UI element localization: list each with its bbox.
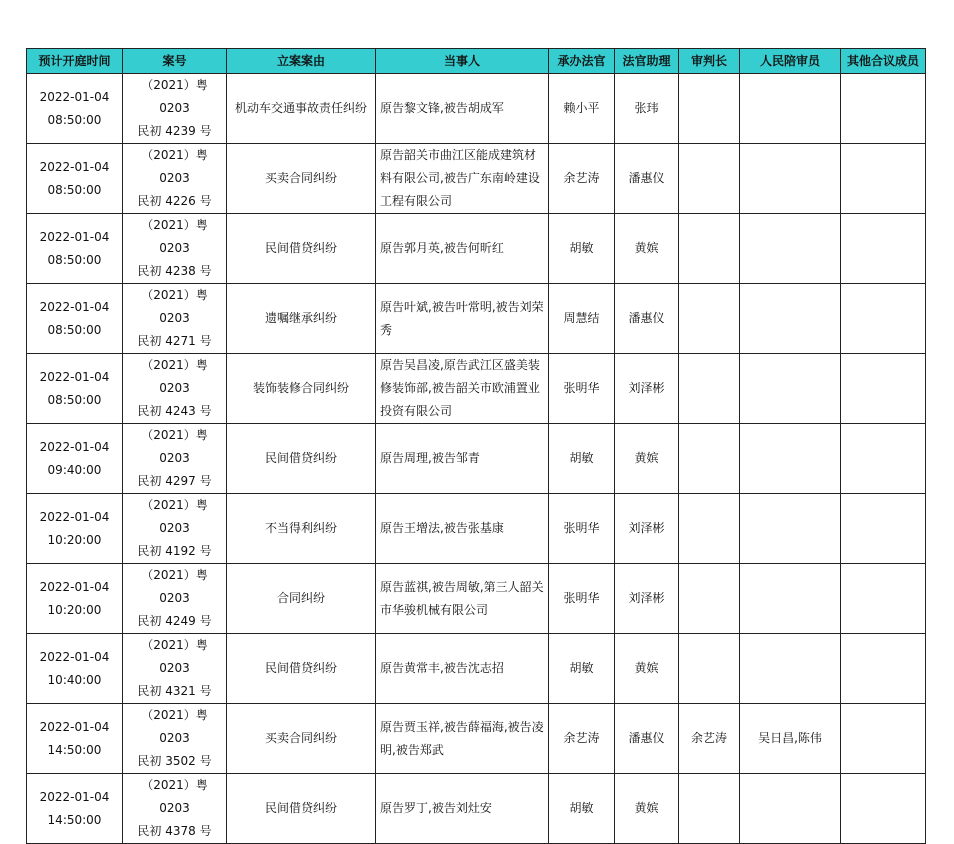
case-number-line-1: （2021）粤 0203 (141, 638, 208, 675)
case-number-line-2: 民初 4239 号 (137, 124, 212, 138)
cause-cell: 民间借贷纠纷 (227, 634, 376, 704)
case-number-cell (123, 564, 227, 634)
case-number-cell (123, 284, 227, 354)
presiding-judge-cell (679, 214, 740, 284)
presiding-judge-cell (679, 144, 740, 214)
cause-cell: 机动车交通事故责任纠纷 (227, 74, 376, 144)
column-header-assessor: 人民陪审员 (740, 49, 841, 74)
hearing-time-cell (27, 354, 123, 424)
hearing-clock-time: 08:50:00 (47, 112, 102, 127)
assistant-cell: 潘惠仪 (615, 284, 679, 354)
assessor-cell (740, 424, 841, 494)
parties-cell: 原告蓝祺,被告周敏,第三人韶关市华骏机械有限公司 (376, 564, 549, 634)
assessor-cell (740, 354, 841, 424)
judge-cell: 赖小平 (549, 74, 615, 144)
judge-cell: 张明华 (549, 564, 615, 634)
presiding-judge-cell (679, 284, 740, 354)
header-row (27, 49, 926, 74)
hearing-clock-time: 08:50:00 (47, 182, 102, 197)
case-number-line-1: （2021）粤 0203 (141, 358, 208, 395)
cause-cell: 民间借贷纠纷 (227, 214, 376, 284)
assessor-cell (740, 634, 841, 704)
column-header-judge: 承办法官 (549, 49, 615, 74)
hearing-clock-time: 08:50:00 (47, 252, 102, 267)
case-number-cell (123, 74, 227, 144)
assessor-cell (740, 564, 841, 634)
case-number-cell (123, 214, 227, 284)
case-number-cell (123, 774, 227, 844)
case-number-cell (123, 634, 227, 704)
parties-cell: 原告吴昌凌,原告武江区盛美装修装饰部,被告韶关市欧浦置业投资有限公司 (376, 354, 549, 424)
assistant-cell: 刘泽彬 (615, 494, 679, 564)
assessor-cell (740, 284, 841, 354)
parties-cell: 原告王增法,被告张基康 (376, 494, 549, 564)
hearing-clock-time: 14:50:00 (47, 812, 102, 827)
assessor-cell (740, 144, 841, 214)
cause-cell: 装饰装修合同纠纷 (227, 354, 376, 424)
presiding-judge-cell (679, 424, 740, 494)
judge-cell: 胡敏 (549, 214, 615, 284)
assessor-cell (740, 494, 841, 564)
judge-cell: 胡敏 (549, 424, 615, 494)
hearing-date: 2022-01-04 (39, 719, 110, 734)
hearing-date: 2022-01-04 (39, 439, 110, 454)
column-header-assistant: 法官助理 (615, 49, 679, 74)
presiding-judge-cell (679, 564, 740, 634)
assessor-cell (740, 774, 841, 844)
assistant-cell: 潘惠仪 (615, 704, 679, 774)
presiding-judge-cell (679, 774, 740, 844)
parties-cell: 原告罗丁,被告刘灶安 (376, 774, 549, 844)
case-number-line-2: 民初 4243 号 (137, 404, 212, 418)
table-row (27, 634, 926, 704)
assistant-cell: 潘惠仪 (615, 144, 679, 214)
case-number-cell (123, 144, 227, 214)
other-members-cell (841, 284, 926, 354)
judge-cell: 余艺涛 (549, 144, 615, 214)
cause-cell: 遗嘱继承纠纷 (227, 284, 376, 354)
hearing-date: 2022-01-04 (39, 649, 110, 664)
parties-cell: 原告郭月英,被告何昕红 (376, 214, 549, 284)
hearing-date: 2022-01-04 (39, 369, 110, 384)
table-row (27, 144, 926, 214)
judge-cell: 胡敏 (549, 774, 615, 844)
case-number-line-1: （2021）粤 0203 (141, 78, 208, 115)
cause-cell: 民间借贷纠纷 (227, 424, 376, 494)
other-members-cell (841, 144, 926, 214)
hearing-time-cell (27, 564, 123, 634)
table-row (27, 74, 926, 144)
column-header-cause: 立案案由 (227, 49, 376, 74)
hearing-date: 2022-01-04 (39, 509, 110, 524)
hearing-clock-time: 08:50:00 (47, 392, 102, 407)
case-number-cell (123, 494, 227, 564)
case-number-line-1: （2021）粤 0203 (141, 218, 208, 255)
presiding-judge-cell (679, 634, 740, 704)
judge-cell: 余艺涛 (549, 704, 615, 774)
presiding-judge-cell: 余艺涛 (679, 704, 740, 774)
hearing-date: 2022-01-04 (39, 89, 110, 104)
case-number-cell (123, 704, 227, 774)
table-row (27, 424, 926, 494)
other-members-cell (841, 354, 926, 424)
case-number-line-2: 民初 4297 号 (137, 474, 212, 488)
case-number-line-1: （2021）粤 0203 (141, 498, 208, 535)
hearing-time-cell (27, 144, 123, 214)
case-number-line-2: 民初 4238 号 (137, 264, 212, 278)
case-number-cell (123, 354, 227, 424)
case-number-cell (123, 424, 227, 494)
hearing-clock-time: 09:40:00 (47, 462, 102, 477)
case-number-line-1: （2021）粤 0203 (141, 148, 208, 185)
case-number-line-2: 民初 4271 号 (137, 334, 212, 348)
parties-cell: 原告黄常丰,被告沈志招 (376, 634, 549, 704)
parties-cell: 原告周理,被告邹青 (376, 424, 549, 494)
judge-cell: 胡敏 (549, 634, 615, 704)
column-header-presiding-judge: 审判长 (679, 49, 740, 74)
table-row (27, 494, 926, 564)
other-members-cell (841, 214, 926, 284)
column-header-other-members: 其他合议成员 (841, 49, 926, 74)
hearing-clock-time: 14:50:00 (47, 742, 102, 757)
assistant-cell: 刘泽彬 (615, 354, 679, 424)
case-number-line-2: 民初 4226 号 (137, 194, 212, 208)
cause-cell: 民间借贷纠纷 (227, 774, 376, 844)
hearing-clock-time: 10:20:00 (47, 532, 102, 547)
hearing-schedule-table (26, 48, 926, 844)
table-row (27, 704, 926, 774)
table-row (27, 774, 926, 844)
hearing-clock-time: 08:50:00 (47, 322, 102, 337)
assistant-cell: 刘泽彬 (615, 564, 679, 634)
hearing-time-cell (27, 284, 123, 354)
cause-cell: 买卖合同纠纷 (227, 144, 376, 214)
case-number-line-1: （2021）粤 0203 (141, 288, 208, 325)
parties-cell: 原告叶斌,被告叶常明,被告刘荣秀 (376, 284, 549, 354)
table-row (27, 284, 926, 354)
assistant-cell: 黄嫔 (615, 774, 679, 844)
cause-cell: 买卖合同纠纷 (227, 704, 376, 774)
assessor-cell (740, 214, 841, 284)
judge-cell: 周慧结 (549, 284, 615, 354)
hearing-date: 2022-01-04 (39, 299, 110, 314)
parties-cell: 原告贾玉祥,被告薛福海,被告凌明,被告郑武 (376, 704, 549, 774)
other-members-cell (841, 634, 926, 704)
hearing-date: 2022-01-04 (39, 789, 110, 804)
presiding-judge-cell (679, 494, 740, 564)
hearing-clock-time: 10:20:00 (47, 602, 102, 617)
case-number-line-2: 民初 4321 号 (137, 684, 212, 698)
column-header-hearing-time: 预计开庭时间 (27, 49, 123, 74)
hearing-time-cell (27, 704, 123, 774)
case-number-line-2: 民初 4192 号 (137, 544, 212, 558)
other-members-cell (841, 494, 926, 564)
assistant-cell: 黄嫔 (615, 424, 679, 494)
hearing-date: 2022-01-04 (39, 229, 110, 244)
other-members-cell (841, 564, 926, 634)
cause-cell: 不当得利纠纷 (227, 494, 376, 564)
case-number-line-1: （2021）粤 0203 (141, 428, 208, 465)
hearing-date: 2022-01-04 (39, 579, 110, 594)
hearing-time-cell (27, 214, 123, 284)
other-members-cell (841, 74, 926, 144)
presiding-judge-cell (679, 354, 740, 424)
presiding-judge-cell (679, 74, 740, 144)
hearing-time-cell (27, 424, 123, 494)
assessor-cell: 吴日昌,陈伟 (740, 704, 841, 774)
hearing-time-cell (27, 774, 123, 844)
hearing-date: 2022-01-04 (39, 159, 110, 174)
case-number-line-2: 民初 4249 号 (137, 614, 212, 628)
hearing-time-cell (27, 634, 123, 704)
parties-cell: 原告韶关市曲江区能成建筑材料有限公司,被告广东南岭建设工程有限公司 (376, 144, 549, 214)
table-row (27, 354, 926, 424)
table-header (27, 49, 926, 74)
assessor-cell (740, 74, 841, 144)
table-body (27, 74, 926, 844)
other-members-cell (841, 704, 926, 774)
case-number-line-2: 民初 3502 号 (137, 754, 212, 768)
assistant-cell: 张玮 (615, 74, 679, 144)
parties-cell: 原告黎文锋,被告胡成军 (376, 74, 549, 144)
table-row (27, 214, 926, 284)
hearing-clock-time: 10:40:00 (47, 672, 102, 687)
other-members-cell (841, 774, 926, 844)
case-number-line-2: 民初 4378 号 (137, 824, 212, 838)
judge-cell: 张明华 (549, 354, 615, 424)
hearing-time-cell (27, 494, 123, 564)
assistant-cell: 黄嫔 (615, 634, 679, 704)
column-header-parties: 当事人 (376, 49, 549, 74)
case-number-line-1: （2021）粤 0203 (141, 568, 208, 605)
other-members-cell (841, 424, 926, 494)
column-header-case-number: 案号 (123, 49, 227, 74)
judge-cell: 张明华 (549, 494, 615, 564)
cause-cell: 合同纠纷 (227, 564, 376, 634)
assistant-cell: 黄嫔 (615, 214, 679, 284)
case-number-line-1: （2021）粤 0203 (141, 778, 208, 815)
table-row (27, 564, 926, 634)
hearing-time-cell (27, 74, 123, 144)
case-number-line-1: （2021）粤 0203 (141, 708, 208, 745)
